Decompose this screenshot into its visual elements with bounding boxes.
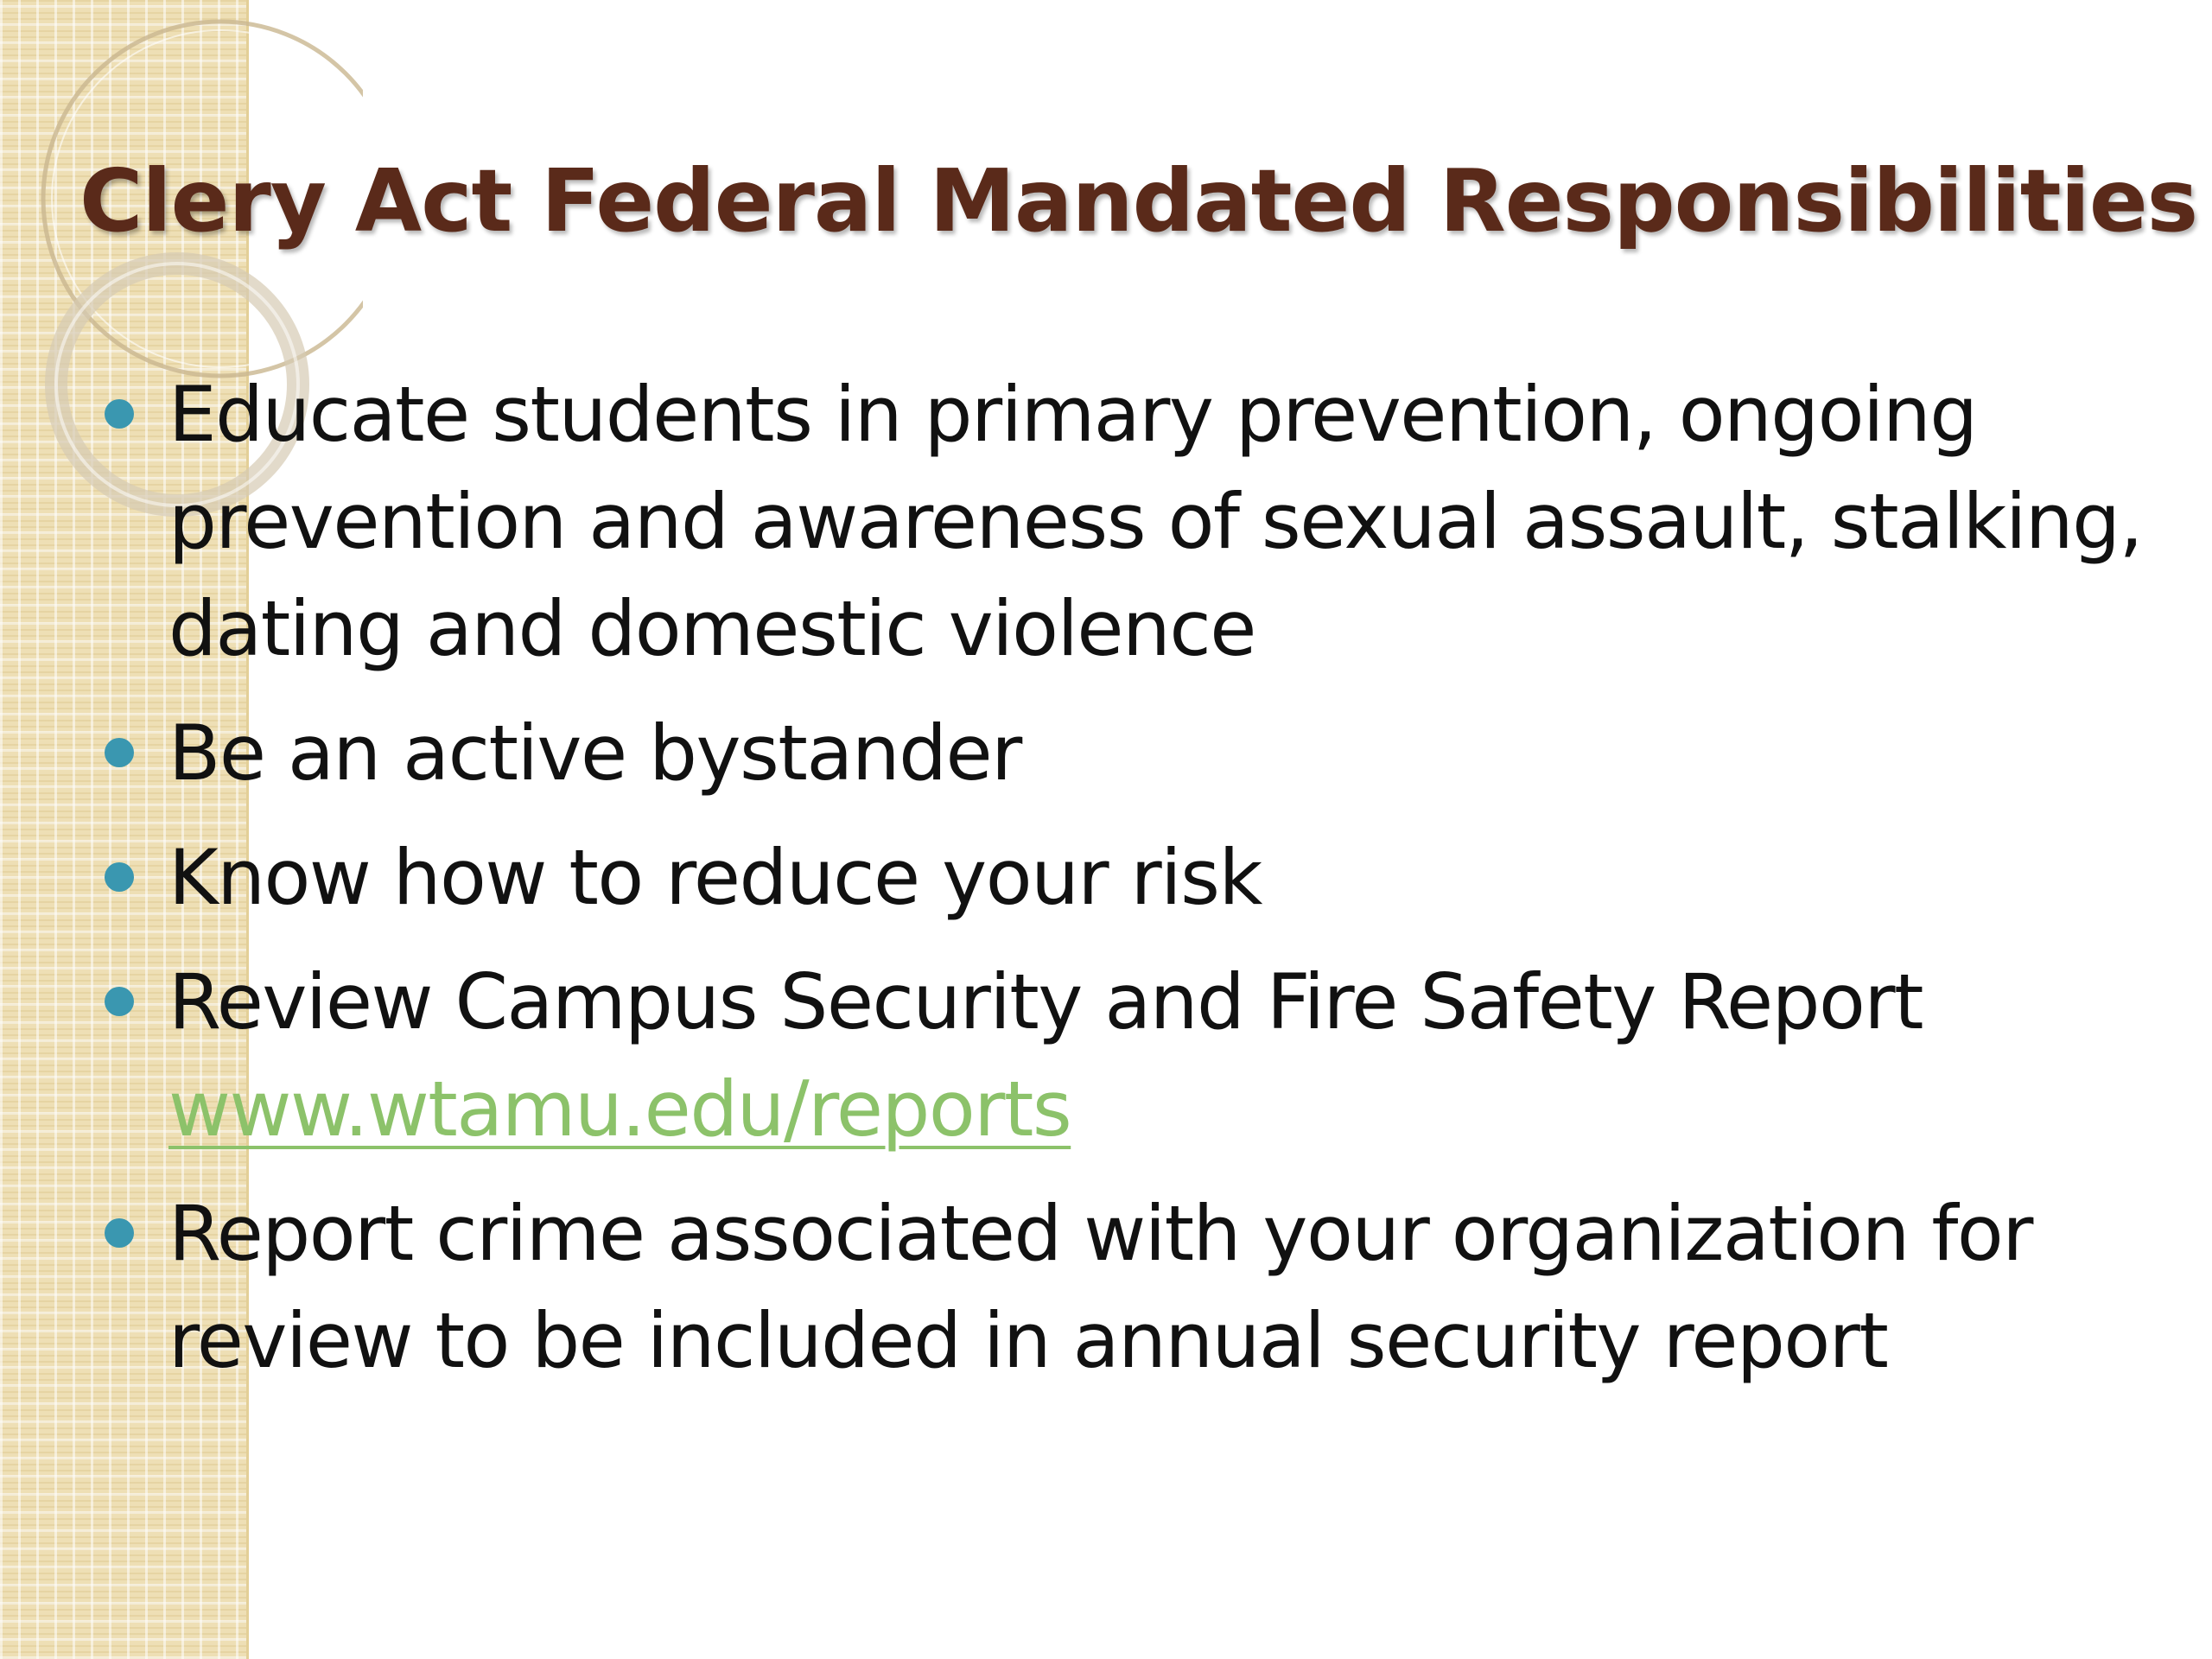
bullet-list (168, 361, 2156, 1412)
slide-title: Clery Act Federal Mandated Responsibilities (79, 150, 2198, 251)
bullet-dot-icon (105, 399, 134, 429)
bullet-item-reduce-risk (168, 824, 2156, 931)
bullet-text: Educate students in primary prevention, ongoing prevention and awareness of sexual assault, stalking, dating and domestic violence (168, 370, 2142, 673)
reports-link[interactable]: www.wtamu.edu/reports (168, 1065, 1071, 1154)
bullet-text: Be an active bystander (168, 709, 1021, 798)
bullet-dot-icon (105, 862, 134, 892)
bullet-text: Report crime associated with your organization for review to be included in annual security report (168, 1189, 2032, 1385)
bullet-item-review-report (168, 949, 2156, 1163)
bullet-item-bystander (168, 700, 2156, 807)
bullet-text: Know how to reduce your risk (168, 833, 1262, 922)
bullet-item-report-crime (168, 1180, 2156, 1395)
bullet-dot-icon (105, 987, 134, 1016)
bullet-dot-icon (105, 1218, 134, 1248)
bullet-text: Review Campus Security and Fire Safety Report (168, 957, 1923, 1046)
bullet-dot-icon (105, 738, 134, 767)
bullet-item-education (168, 361, 2156, 683)
